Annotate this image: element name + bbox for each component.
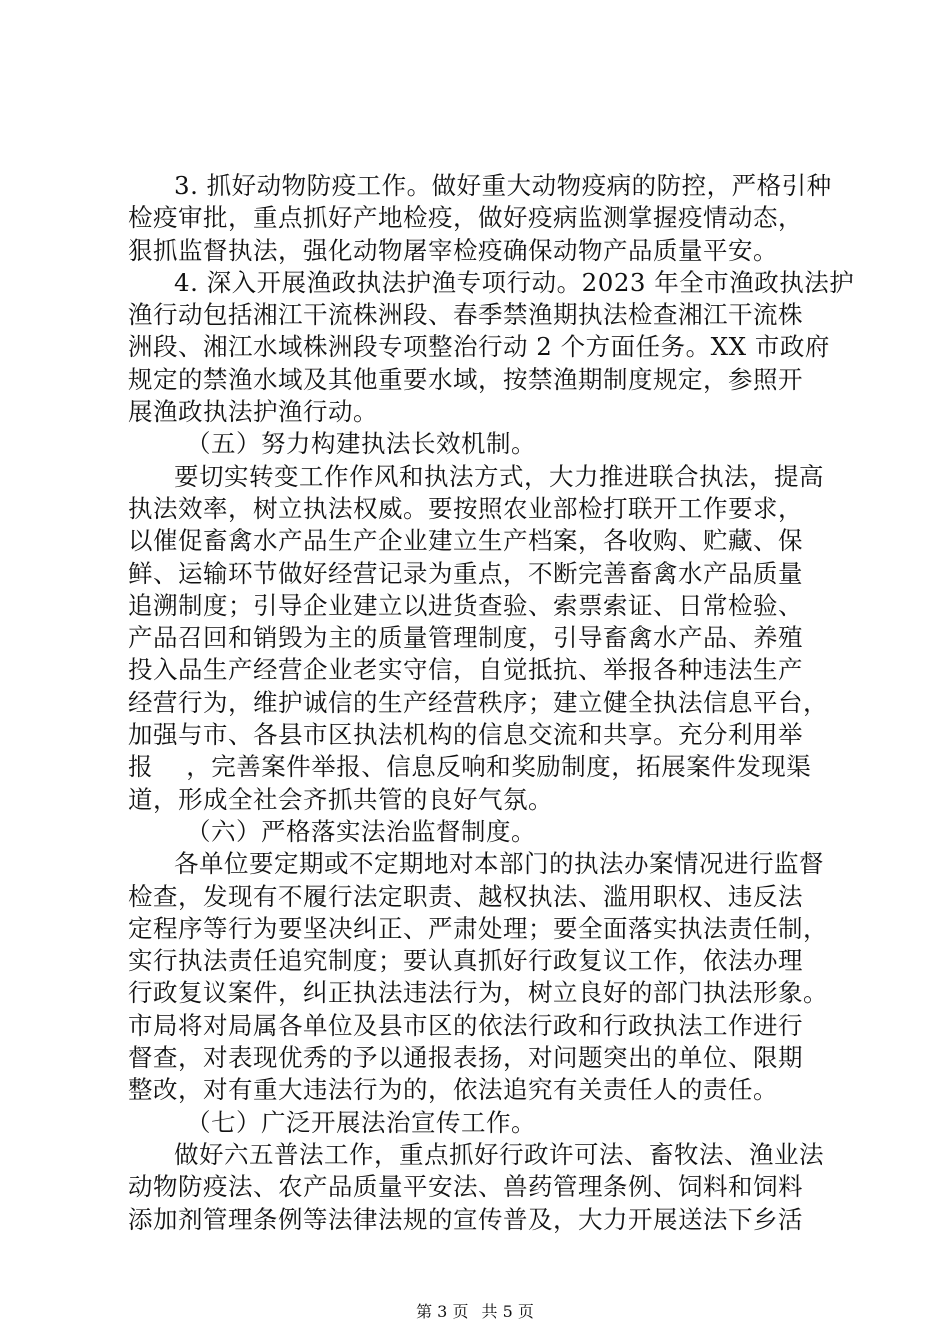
text-line: 执法效率，树立执法权威。要按照农业部检打联开工作要求， <box>128 493 803 523</box>
text-line: 展渔政执法护渔行动。 <box>128 397 378 427</box>
page-number: 第 3 页 <box>416 1302 469 1321</box>
text-line: 狠抓监督执法，强化动物屠宰检疫确保动物产品质量平安。 <box>128 235 778 265</box>
text-line: 做好六五普法工作，重点抓好行政许可法、畜牧法、渔业法 <box>174 1139 824 1169</box>
text-line: 追溯制度；引导企业建立以进货查验、索票索证、日常检验、 <box>128 590 803 620</box>
page-total: 共 5 页 <box>481 1302 534 1321</box>
text-line: 道，形成全社会齐抓共管的良好气氛。 <box>128 784 553 814</box>
section-heading: （七）广泛开展法治宣传工作。 <box>186 1107 536 1137</box>
text-line: 要切实转变工作作风和执法方式，大力推进联合执法，提高 <box>174 461 824 491</box>
document-body <box>128 170 855 1236</box>
text-line: 动物防疫法、农产品质量平安法、兽药管理条例、饲料和饲料 <box>128 1172 803 1202</box>
text-line: 洲段、湘江水域株洲段专项整治行动 2 个方面任务。XX 市政府 <box>128 332 830 362</box>
text-line: 添加剂管理条例等法律法规的宣传普及，大力开展送法下乡活 <box>128 1204 803 1234</box>
text-line: 4. 深入开展渔政执法护渔专项行动。2023 年全市渔政执法护 <box>174 267 855 297</box>
page-footer <box>0 1302 950 1322</box>
section-heading: （五）努力构建执法长效机制。 <box>186 429 536 459</box>
text-line: 规定的禁渔水域及其他重要水域，按禁渔期制度规定，参照开 <box>128 364 803 394</box>
text-line: 渔行动包括湘江干流株洲段、春季禁渔期执法检查湘江干流株 <box>128 300 803 330</box>
text-line: 定程序等行为要坚决纠正、严肃处理；要全面落实执法责任制， <box>128 913 828 943</box>
section-heading: （六）严格落实法治监督制度。 <box>186 816 536 846</box>
text-line: 加强与市、各县市区执法机构的信息交流和共享。充分利用举 <box>128 720 803 750</box>
text-line: 检疫审批，重点抓好产地检疫，做好疫病监测掌握疫情动态， <box>128 203 803 233</box>
text-line: 各单位要定期或不定期地对本部门的执法办案情况进行监督 <box>174 849 824 879</box>
text-line: 投入品生产经营企业老实守信，自觉抵抗、举报各种违法生产 <box>128 655 803 685</box>
text-line: 行政复议案件，纠正执法违法行为，树立良好的部门执法形象。 <box>128 978 828 1008</box>
text-line: 检查，发现有不履行法定职责、越权执法、滥用职权、违反法 <box>128 881 803 911</box>
text-line: 鲜、运输环节做好经营记录为重点，不断完善畜禽水产品质量 <box>128 558 803 588</box>
text-line: 经营行为，维护诚信的生产经营秩序；建立健全执法信息平台， <box>128 687 828 717</box>
text-line: 以催促畜禽水产品生产企业建立生产档案，各收购、贮藏、保 <box>128 526 803 556</box>
text-line: 实行执法责任追究制度；要认真抓好行政复议工作，依法办理 <box>128 946 803 976</box>
text-line: 市局将对局属各单位及县市区的依法行政和行政执法工作进行 <box>128 1010 803 1040</box>
text-line: 督查，对表现优秀的予以通报表扬，对问题突出的单位、限期 <box>128 1043 803 1073</box>
text-line: 整改，对有重大违法行为的，依法追究有关责任人的责任。 <box>128 1075 778 1105</box>
text-line: 报 ，完善案件举报、信息反响和奖励制度，拓展案件发现渠 <box>128 752 812 782</box>
text-line: 3. 抓好动物防疫工作。做好重大动物疫病的防控，严格引种 <box>174 171 832 200</box>
text-line: 产品召回和销毁为主的质量管理制度，引导畜禽水产品、养殖 <box>128 623 803 653</box>
